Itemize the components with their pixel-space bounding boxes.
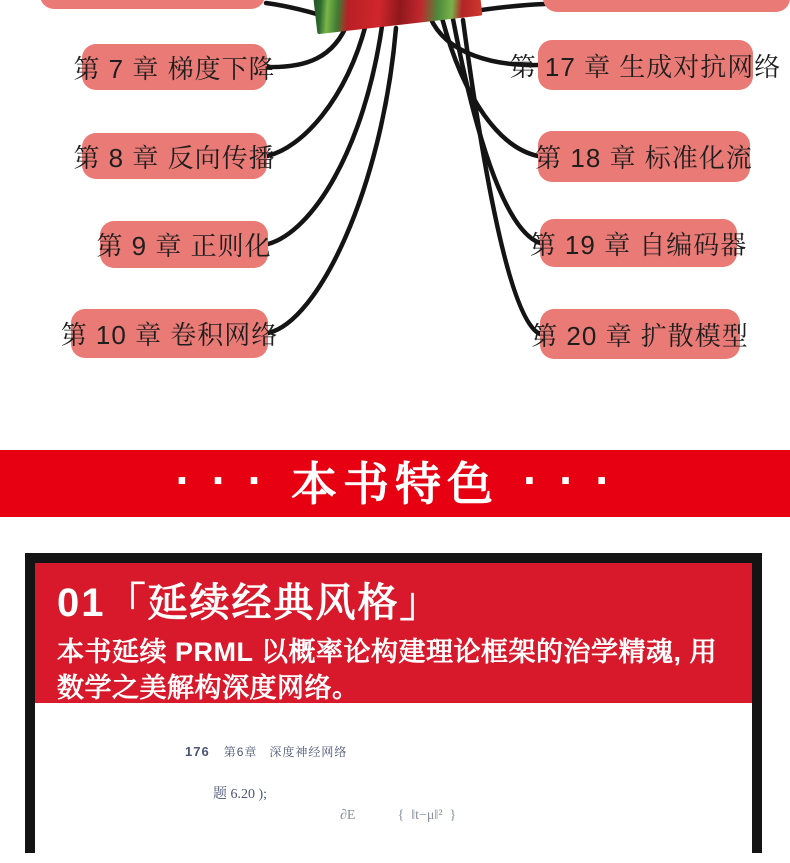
banner-dots-right: · · · (523, 453, 615, 506)
feature-card-header (35, 563, 752, 703)
chapter-box-label: 第 18 章 标准化流 (535, 143, 753, 173)
preview-page-header (185, 743, 347, 760)
chapter-box-label: 第 19 章 自编码器 (529, 229, 748, 260)
partial-chapter-box-top-left (40, 0, 265, 9)
chapter-box-9 (96, 221, 272, 268)
preview-page-number: 176 (185, 744, 210, 759)
chapter-box-20 (531, 309, 749, 359)
partial-chapter-box-top-right (543, 0, 790, 12)
preview-chapter-label: 第6章 (223, 745, 258, 759)
chapter-box-label: 第 10 章 卷积网络 (60, 320, 279, 350)
preview-chapter-title: 深度神经网络 (269, 745, 348, 759)
banner-title: 本书特色 (291, 457, 499, 510)
chapter-box-label: 第 9 章 正则化 (96, 231, 272, 261)
chapter-box-label: 第 8 章 反向传播 (73, 142, 276, 173)
feature-description: 本书延续 PRML 以概率论构建理论框架的治学精魂, 用数学之美解构深度网络。 (57, 637, 718, 703)
chapter-box-17 (509, 40, 782, 90)
book-page-preview (35, 703, 752, 863)
banner-dots-left: · · · (175, 453, 267, 506)
preview-formula-fragment: ∂E { ‖t−μ‖² } (340, 808, 457, 823)
chapter-box-label: 第 17 章 生成对抗网络 (509, 51, 782, 82)
feature-title (57, 581, 726, 625)
chapter-box-18 (535, 131, 753, 182)
features-section-banner (0, 450, 790, 517)
chapter-box-8 (73, 133, 276, 179)
feature-number: 01 (57, 581, 106, 625)
feature-title-text: 「延续经典风格」 (105, 581, 442, 625)
chapter-box-7 (73, 44, 276, 90)
chapter-box-label: 第 20 章 扩散模型 (531, 320, 749, 351)
chapter-box-10 (60, 309, 279, 358)
feature-card-01 (25, 553, 762, 853)
preview-inline-text: 题 6.20 ); (213, 787, 268, 802)
chapter-box-19 (529, 219, 748, 267)
chapter-box-label: 第 7 章 梯度下降 (73, 53, 276, 84)
